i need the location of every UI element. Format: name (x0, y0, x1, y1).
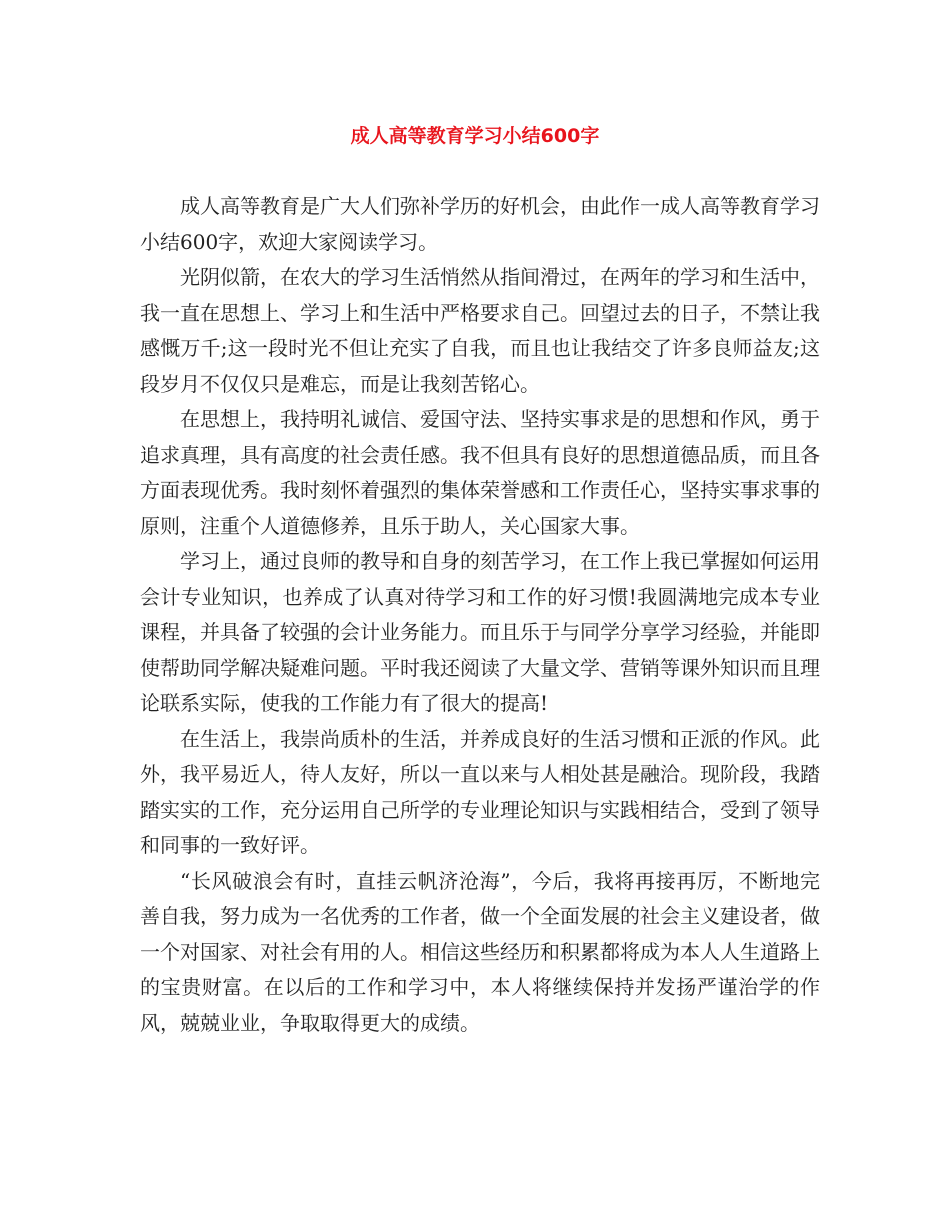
paragraph-thought: 在思想上，我持明礼诚信、爱国守法、坚持实事求是的思想和作风，勇于追求真理，具有高度的社会责任感。我不但具有良好的思想道德品质，而且各方面表现优秀。我时刻怀着强烈的集体荣誉感和工作责任心，坚持实事求事的原则，注重个人道德修养，且乐于助人，关心国家大事。 (140, 407, 820, 538)
paragraph-life: 在生活上，我崇尚质朴的生活，并养成良好的生活习惯和正派的作风。此外，我平易近人，待人友好，所以一直以来与人相处甚是融洽。现阶段，我踏踏实实的工作，充分运用自己所学的专业理论知识与实践相结合，受到了领导和同事的一致好评。 (140, 726, 820, 857)
paragraph-time: 光阴似箭，在农大的学习生活悄然从指间滑过，在两年的学习和生活中，我一直在思想上、学习上和生活中严格要求自己。回望过去的日子，不禁让我感慨万千;这一段时光不但让充实了自我，而且也让我结交了许多良师益友;这段岁月不仅仅只是难忘，而是让我刻苦铭心。 (140, 265, 820, 396)
paragraph-future: “长风破浪会有时，直挂云帆济沧海”，今后，我将再接再厉，不断地完善自我，努力成为一名优秀的工作者，做一个全面发展的社会主义建设者，做一个对国家、对社会有用的人。相信这些经历和积累都将成为本人人生道路上的宝贵财富。在以后的工作和学习中，本人将继续保持并发扬严谨治学的作风，兢兢业业，争取取得更大的成绩。 (140, 868, 820, 1035)
page-title: 成人高等教育学习小结600字 (350, 125, 600, 147)
document-body (140, 189, 820, 1041)
paragraph-study: 学习上，通过良师的教导和自身的刻苦学习，在工作上我已掌握如何运用会计专业知识，也养成了认真对待学习和工作的好习惯!我圆满地完成本专业课程，并具备了较强的会计业务能力。而且乐于与同学分享学习经验，并能即使帮助同学解决疑难问题。平时我还阅读了大量文学、营销等课外知识而且理论联系实际，使我的工作能力有了很大的提高! (140, 549, 820, 715)
paragraph-intro: 成人高等教育是广大人们弥补学历的好机会，由此作一成人高等教育学习小结600字，欢迎大家阅读学习。 (140, 194, 820, 254)
